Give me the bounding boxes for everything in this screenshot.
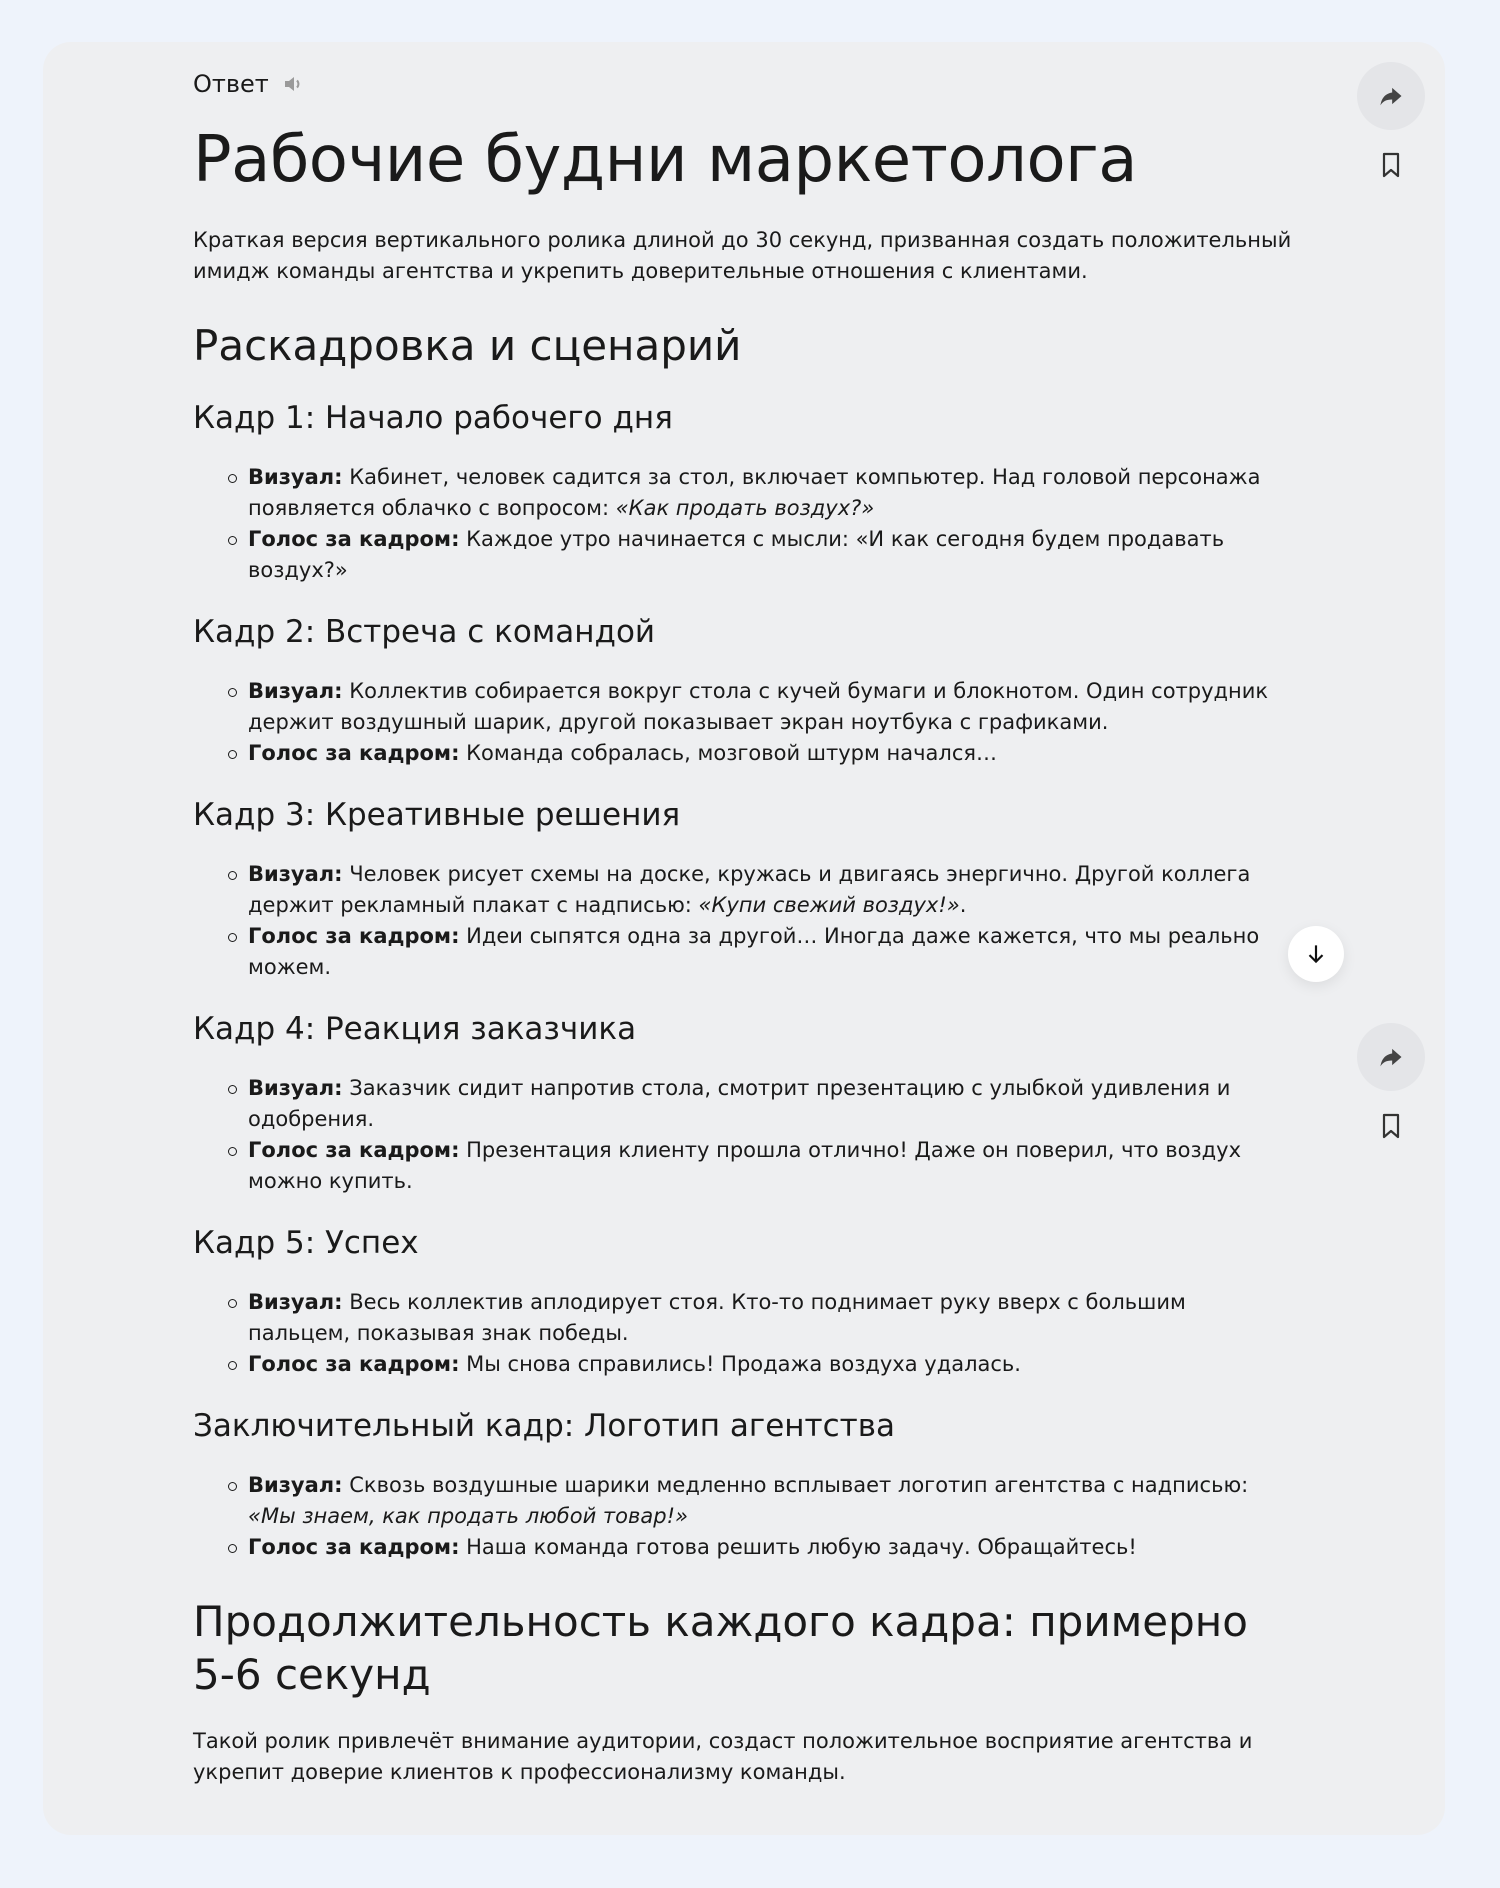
- voice-item: [248, 921, 1293, 983]
- conclusion-paragraph: Такой ролик привлечёт внимание аудитории, создаст положительное восприятие агентства и укрепит доверие клиентов к профессионализму команды.: [193, 1729, 1253, 1784]
- visual-text: Весь коллектив аплодирует стоя. Кто-то поднимает руку вверх с большим пальцем, показывая знак победы.: [248, 1290, 1186, 1345]
- visual-item: [248, 1287, 1293, 1349]
- visual-label: Визуал:: [248, 465, 343, 489]
- visual-tail: .: [959, 893, 967, 917]
- visual-label: Визуал:: [248, 679, 343, 703]
- visual-text: Кабинет, человек садится за стол, включает компьютер. Над головой персонажа появляется облачко с вопросом:: [248, 465, 1261, 520]
- frame-title: Кадр 3: Креативные решения: [193, 797, 681, 833]
- voice-text: Каждое утро начинается с мысли: «И как сегодня будем продавать воздух?»: [248, 527, 1225, 582]
- visual-label: Визуал:: [248, 1076, 343, 1100]
- visual-item: [248, 676, 1293, 738]
- frame-title: Кадр 5: Успех: [193, 1225, 419, 1261]
- visual-text: Человек рисует схемы на доске, кружась и двигаясь энергично. Другой коллега держит рекламный плакат с надписью:: [248, 862, 1251, 917]
- voice-text: Идеи сыпятся одна за другой… Иногда даже кажется, что мы реально можем.: [248, 924, 1260, 979]
- visual-item: [248, 1073, 1293, 1135]
- intro-paragraph: Краткая версия вертикального ролика длиной до 30 секунд, призванная создать положительный имидж команды агентства и укрепить доверительные отношения с клиентами.: [193, 228, 1292, 283]
- scroll-down-button[interactable]: [1288, 926, 1344, 982]
- visual-text: Заказчик сидит напротив стола, смотрит презентацию с улыбкой удивления и одобрения.: [248, 1076, 1231, 1131]
- answer-content: [193, 70, 1293, 1788]
- visual-quote: «Мы знаем, как продать любой товар!»: [248, 1504, 688, 1528]
- visual-label: Визуал:: [248, 862, 343, 886]
- visual-label: Визуал:: [248, 1473, 343, 1497]
- frame-bullets: [193, 462, 1293, 586]
- voice-item: [248, 1135, 1293, 1197]
- voice-label: Голос за кадром:: [248, 527, 460, 551]
- page-title: Рабочие будни маркетолога: [193, 123, 1137, 197]
- voice-label: Голос за кадром:: [248, 1138, 460, 1162]
- voice-item: [248, 1532, 1293, 1563]
- frame-title: Кадр 1: Начало рабочего дня: [193, 400, 673, 436]
- bookmark-icon: [1379, 1112, 1403, 1140]
- voice-text: Команда собралась, мозговой штурм начался…: [459, 741, 997, 765]
- visual-item: [248, 859, 1293, 921]
- voice-text: Мы снова справились! Продажа воздуха удалась.: [459, 1352, 1021, 1376]
- voice-label: Голос за кадром:: [248, 1352, 460, 1376]
- bookmark-icon: [1379, 151, 1403, 179]
- frames-list: [193, 398, 1293, 1563]
- visual-text: Сквозь воздушные шарики медленно всплывает логотип агентства с надписью:: [342, 1473, 1249, 1497]
- share-button[interactable]: [1357, 62, 1425, 130]
- voice-text: Презентация клиенту прошла отлично! Даже он поверил, что воздух можно купить.: [248, 1138, 1242, 1193]
- bookmark-button[interactable]: [1376, 148, 1406, 182]
- voice-item: [248, 524, 1293, 586]
- voice-item: [248, 1349, 1293, 1380]
- visual-text: Коллектив собирается вокруг стола с кучей бумаги и блокнотом. Один сотрудник держит воздушный шарик, другой показывает экран ноутбука с графиками.: [248, 679, 1269, 734]
- duration-title: Продолжительность каждого кадра: примерно 5-6 секунд: [193, 1597, 1248, 1699]
- visual-quote: «Купи свежий воздух!»: [698, 893, 960, 917]
- voice-text: Наша команда готова решить любую задачу. Обращайтесь!: [459, 1535, 1137, 1559]
- voice-label: Голос за кадром:: [248, 924, 460, 948]
- bookmark-button-2[interactable]: [1376, 1109, 1406, 1143]
- share-icon: [1377, 1043, 1405, 1071]
- section-title: Раскадровка и сценарий: [193, 321, 742, 370]
- frame-bullets: [193, 1287, 1293, 1380]
- voice-label: Голос за кадром:: [248, 741, 460, 765]
- frame-bullets: [193, 1470, 1293, 1563]
- frame-title: Заключительный кадр: Логотип агентства: [193, 1408, 895, 1444]
- arrow-down-icon: [1303, 941, 1329, 967]
- frame-bullets: [193, 676, 1293, 769]
- share-button-2[interactable]: [1357, 1023, 1425, 1091]
- answer-label: Ответ: [193, 70, 269, 98]
- speaker-icon[interactable]: [281, 72, 305, 96]
- visual-label: Визуал:: [248, 1290, 343, 1314]
- voice-item: [248, 738, 1293, 769]
- visual-item: [248, 1470, 1293, 1532]
- answer-header: [193, 70, 1293, 98]
- frame-title: Кадр 2: Встреча с командой: [193, 614, 656, 650]
- frame-bullets: [193, 859, 1293, 983]
- share-icon: [1377, 82, 1405, 110]
- voice-label: Голос за кадром:: [248, 1535, 460, 1559]
- frame-title: Кадр 4: Реакция заказчика: [193, 1011, 637, 1047]
- frame-bullets: [193, 1073, 1293, 1197]
- visual-item: [248, 462, 1293, 524]
- visual-quote: «Как продать воздух?»: [615, 496, 875, 520]
